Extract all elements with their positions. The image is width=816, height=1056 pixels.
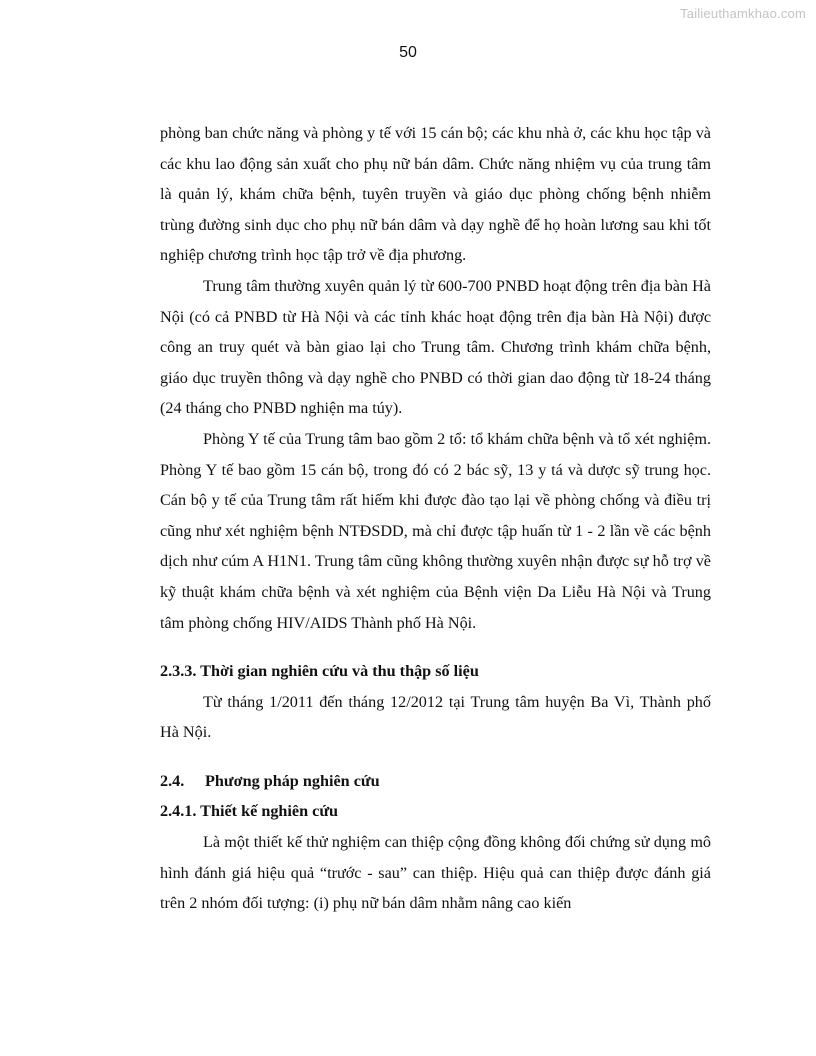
paragraph-facility-description: phòng ban chức năng và phòng y tế với 15 cán bộ; các khu nhà ở, các khu học tập và các khu lao động sản xuất cho phụ nữ bán dâm. Chức năng nhiệm vụ của trung tâm là quản lý, khám chữa bệnh, tuyên truyền và giáo dục phòng chống bệnh nhiễm trùng đường sinh dục cho phụ nữ bán dâm và dạy nghề để họ hoàn lương sau khi tốt nghiệp chương trình học tập trở về địa phương.	[160, 124, 711, 265]
section-heading-2-4-1: 2.4.1. Thiết kế nghiên cứu	[160, 802, 339, 821]
page-number: 50	[399, 44, 417, 61]
paragraph-study-design: Là một thiết kế thử nghiệm can thiệp cộng đồng không đối chứng sử dụng mô hình đánh giá hiệu quả “trước - sau” can thiệp. Hiệu quả can thiệp được đánh giá trên 2 nhóm đối tượng: (i) phụ nữ bán dâm nhằm nâng cao kiến	[160, 833, 711, 913]
document-body	[160, 118, 711, 919]
watermark: Tailieuthamkhao.com	[680, 6, 806, 21]
section-title-2-4: Phương pháp nghiên cứu	[205, 771, 380, 790]
section-heading-2-3-3: 2.3.3. Thời gian nghiên cứu và thu thập số liệu	[160, 662, 479, 681]
section-heading-2-4	[160, 766, 711, 797]
paragraph-study-period: Từ tháng 1/2011 đến tháng 12/2012 tại Trung tâm huyện Ba Vì, Thành phố Hà Nội.	[160, 692, 711, 742]
section-number-2-4: 2.4.	[160, 771, 185, 790]
paragraph-center-management: Trung tâm thường xuyên quản lý từ 600-700 PNBD hoạt động trên địa bàn Hà Nội (có cả PNBD từ Hà Nội và các tỉnh khác hoạt động trên địa bàn Hà Nội) được công an truy quét và bàn giao lại cho Trung tâm. Chương trình khám chữa bệnh, giáo dục truyền thông và dạy nghề cho PNBD có thời gian dao động từ 18-24 tháng (24 tháng cho PNBD nghiện ma túy).	[160, 276, 711, 418]
paragraph-medical-department: Phòng Y tế của Trung tâm bao gồm 2 tổ: tổ khám chữa bệnh và tổ xét nghiệm. Phòng Y tế bao gồm 15 cán bộ, trong đó có 2 bác sỹ, 13 y tá và dược sỹ trung học. Cán bộ y tế của Trung tâm rất hiếm khi được đào tạo lại về phòng chống và điều trị cũng như xét nghiệm bệnh NTĐSDD, mà chỉ được tập huấn từ 1 - 2 lần về các bệnh dịch như cúm A H1N1. Trung tâm cũng không thường xuyên nhận được sự hỗ trợ về kỹ thuật khám chữa bệnh và xét nghiệm của Bệnh viện Da Liễu Hà Nội và Trung tâm phòng chống HIV/AIDS Thành phố Hà Nội.	[160, 429, 711, 632]
